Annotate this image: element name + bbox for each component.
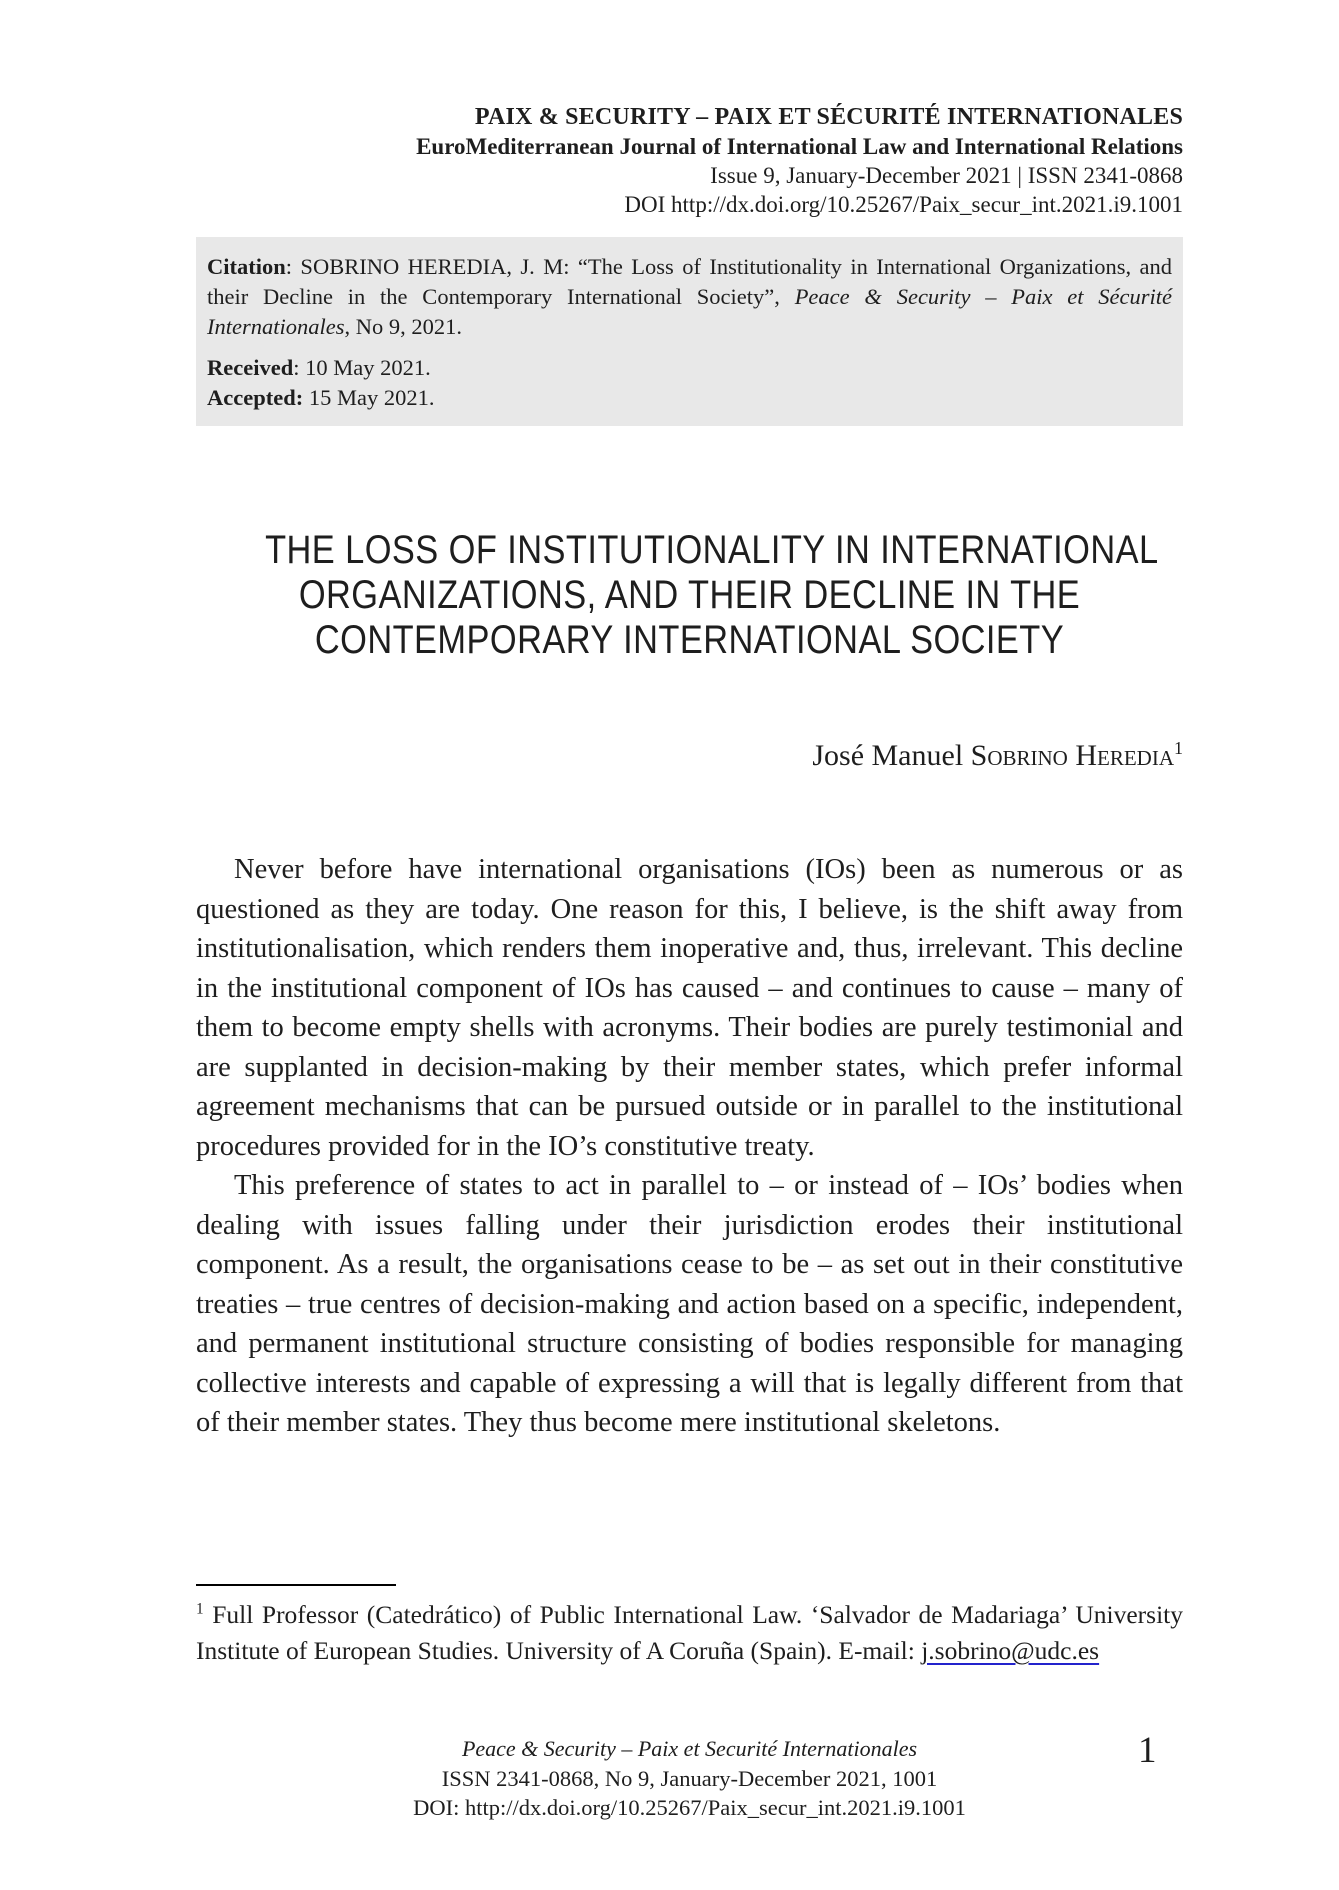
- article-body: [196, 850, 1183, 1443]
- citation-text-2: , No 9, 2021.: [344, 314, 462, 339]
- article-title-line-1: THE LOSS OF INSTITUTIONALITY IN INTERNATIONAL: [265, 528, 1159, 572]
- received-label: Received: [207, 355, 294, 380]
- article-title-line-3: CONTEMPORARY INTERNATIONAL SOCIETY: [314, 618, 1065, 662]
- author-email-link[interactable]: j.sobrino@udc.es: [921, 1635, 1100, 1665]
- citation-journal-name: Peace & Security – Paix et Sécurité Internationales: [207, 284, 1172, 339]
- citation-text-1: : SOBRINO HEREDIA, J. M: “The Loss of Institutionality in International Organizations, and their Decline in the Contemporary International Society”,: [207, 254, 1172, 309]
- footnote: [196, 1597, 1183, 1668]
- issue-issn-line: Issue 9, January-December 2021 | ISSN 2341-0868: [710, 163, 1183, 188]
- received-line: [207, 353, 1172, 383]
- header-doi-line: DOI http://dx.doi.org/10.25267/Paix_secur_int.2021.i9.1001: [624, 192, 1183, 217]
- article-title: [265, 528, 1159, 663]
- author-footnote-ref: 1: [1174, 738, 1183, 758]
- author-line: [196, 736, 1183, 776]
- citation-label: Citation: [207, 254, 286, 279]
- footnote-ref: 1: [196, 1600, 204, 1618]
- page-number: 1: [1138, 1730, 1157, 1771]
- page-footer: [196, 1734, 1183, 1823]
- journal-subtitle: EuroMediterranean Journal of International Law and International Relations: [416, 134, 1183, 159]
- accepted-date: 15 May 2021.: [303, 385, 435, 410]
- footer-journal-name: Peace & Security – Paix et Securité Internationales: [461, 1736, 918, 1761]
- journal-header: [196, 103, 1183, 219]
- footnote-separator-rule: [196, 1584, 396, 1586]
- journal-title: PAIX & SECURITY – PAIX ET SÉCURITÉ INTERNATIONALES: [474, 104, 1183, 130]
- body-paragraph-2: This preference of states to act in parallel to – or instead of – IOs’ bodies when dealing with issues falling under their jurisdiction erodes their institutional component. As a result, the organisations cease to be – as set out in their constitutive treaties – true centres of decision-making and action based on a specific, independent, and permanent institutional structure consisting of bodies responsible for managing collective interests and capable of expressing a will that is legally different from that of their member states. They thus become mere institutional skeletons.: [196, 1170, 1183, 1438]
- body-paragraph-1: Never before have international organisations (IOs) been as numerous or as questioned as they are today. One reason for this, I believe, is the shift away from institutionalisation, which renders them inoperative and, thus, irrelevant. This decline in the institutional component of IOs has caused – and continues to cause – many of them to become empty shells with acronyms. Their bodies are purely testimonial and are supplanted in decision-making by their member states, which prefer informal agreement mechanisms that can be pursued outside or in parallel to the institutional procedures provided for in the IO’s constitutive treaty.: [196, 854, 1183, 1162]
- accepted-line: [207, 383, 1172, 413]
- received-date: : 10 May 2021.: [293, 355, 431, 380]
- author-surname: Sobrino Heredia: [970, 739, 1174, 772]
- footnote-text: Full Professor (Catedrático) of Public International Law. ‘Salvador de Madariaga’ University Institute of European Studies. University of A Coruña (Spain). E-mail:: [196, 1600, 1183, 1665]
- footer-issn-line: ISSN 2341-0868, No 9, January-December 2021, 1001: [441, 1765, 938, 1791]
- citation-paragraph: [207, 252, 1172, 342]
- citation-box: [196, 237, 1183, 426]
- footer-doi-line: DOI: http://dx.doi.org/10.25267/Paix_secur_int.2021.i9.1001: [413, 1795, 966, 1820]
- article-title-line-2: ORGANIZATIONS, AND THEIR DECLINE IN THE: [298, 573, 1081, 617]
- accepted-label: Accepted:: [207, 385, 304, 410]
- author-first-names: José Manuel: [812, 739, 971, 772]
